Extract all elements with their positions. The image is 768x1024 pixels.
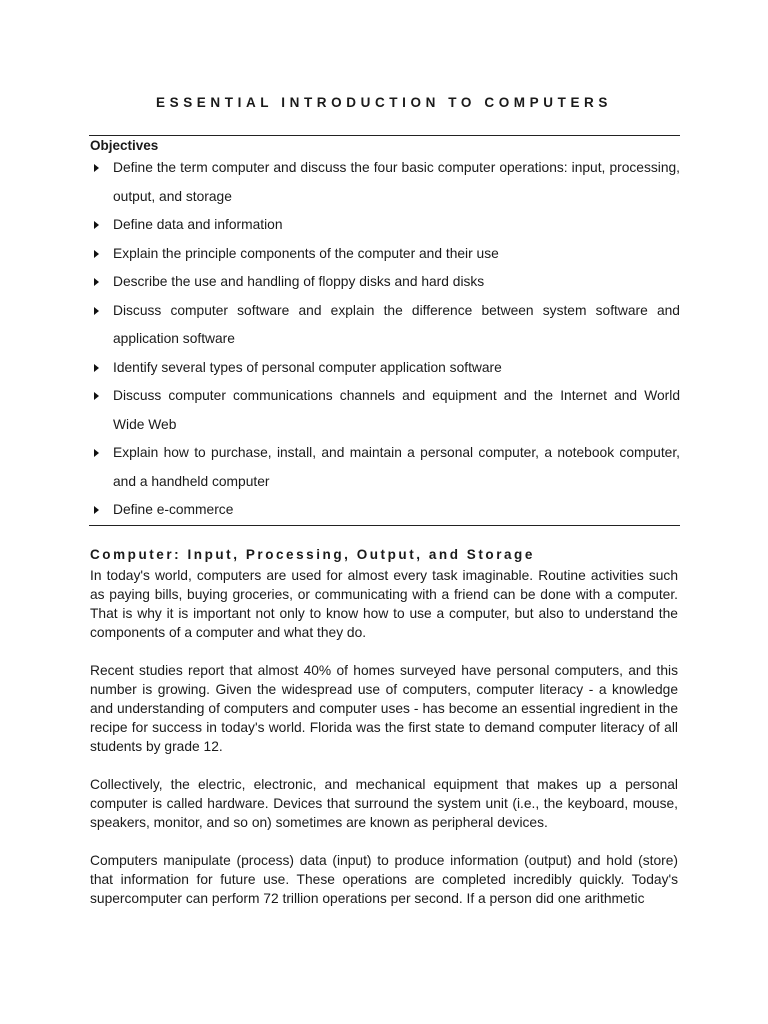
triangle-bullet-icon [94,250,99,258]
paragraph: Recent studies report that almost 40% of homes surveyed have personal computers, and this number is growing. Given the widespread use of computers, computer literacy - a knowledge and understanding of computers and computer uses - has become an essential ingredient in the recipe for success in today's world. Florida was the first state to demand computer literacy of all students by grade 12. [90,663,678,754]
triangle-bullet-icon [94,449,99,457]
list-item-text: Explain how to purchase, install, and maintain a personal computer, a notebook computer, and a handheld computer [113,445,680,489]
triangle-bullet-icon [94,392,99,400]
triangle-bullet-icon [94,164,99,172]
list-item-text: Describe the use and handling of floppy disks and hard disks [113,274,485,289]
list-item-text: Define e-commerce [113,502,234,517]
paragraph: In today's world, computers are used for almost every task imaginable. Routine activities such as paying bills, buying groceries, or communicating with a friend can be done with a computer. That is why it is important not only to know how to use a computer, but also to understand the components of a computer and what they do. [90,568,678,640]
list-item [90,439,680,496]
list-item [90,382,680,439]
list-item [90,354,680,383]
triangle-bullet-icon [94,221,99,229]
triangle-bullet-icon [94,278,99,286]
section-heading: Computer: Input, Processing, Output, and Storage [90,547,535,562]
list-item [90,496,680,525]
triangle-bullet-icon [94,307,99,315]
paragraph: Collectively, the electric, electronic, and mechanical equipment that makes up a personal computer is called hardware. Devices that surround the system unit (i.e., the keyboard, mouse, speakers, monitor, and so on) sometimes are known as peripheral devices. [90,777,678,830]
list-item-text: Define data and information [113,217,283,232]
triangle-bullet-icon [94,506,99,514]
triangle-bullet-icon [94,364,99,372]
top-divider [89,135,680,136]
bottom-divider [89,525,680,526]
page-title: ESSENTIAL INTRODUCTION TO COMPUTERS [155,95,612,110]
paragraph: Computers manipulate (process) data (input) to produce information (output) and hold (store) that information for future use. These operations are completed incredibly quickly. Today's supercomputer can perform 72 trillion operations per second. If a person did one arithmetic [90,853,678,906]
list-item [90,240,680,269]
section-body [90,566,678,927]
list-item [90,297,680,354]
list-item-text: Discuss computer communications channels and equipment and the Internet and World Wide Web [113,388,680,432]
list-item [90,154,680,211]
list-item-text: Define the term computer and discuss the four basic computer operations: input, processing, output, and storage [113,160,680,204]
list-item [90,268,680,297]
list-item-text: Discuss computer software and explain the difference between system software and application software [113,302,680,346]
list-item-text: Explain the principle components of the computer and their use [113,245,499,261]
objectives-list [90,154,680,525]
list-item [90,211,680,240]
list-item-text: Identify several types of personal computer application software [113,359,502,375]
objectives-heading: Objectives [90,138,159,153]
